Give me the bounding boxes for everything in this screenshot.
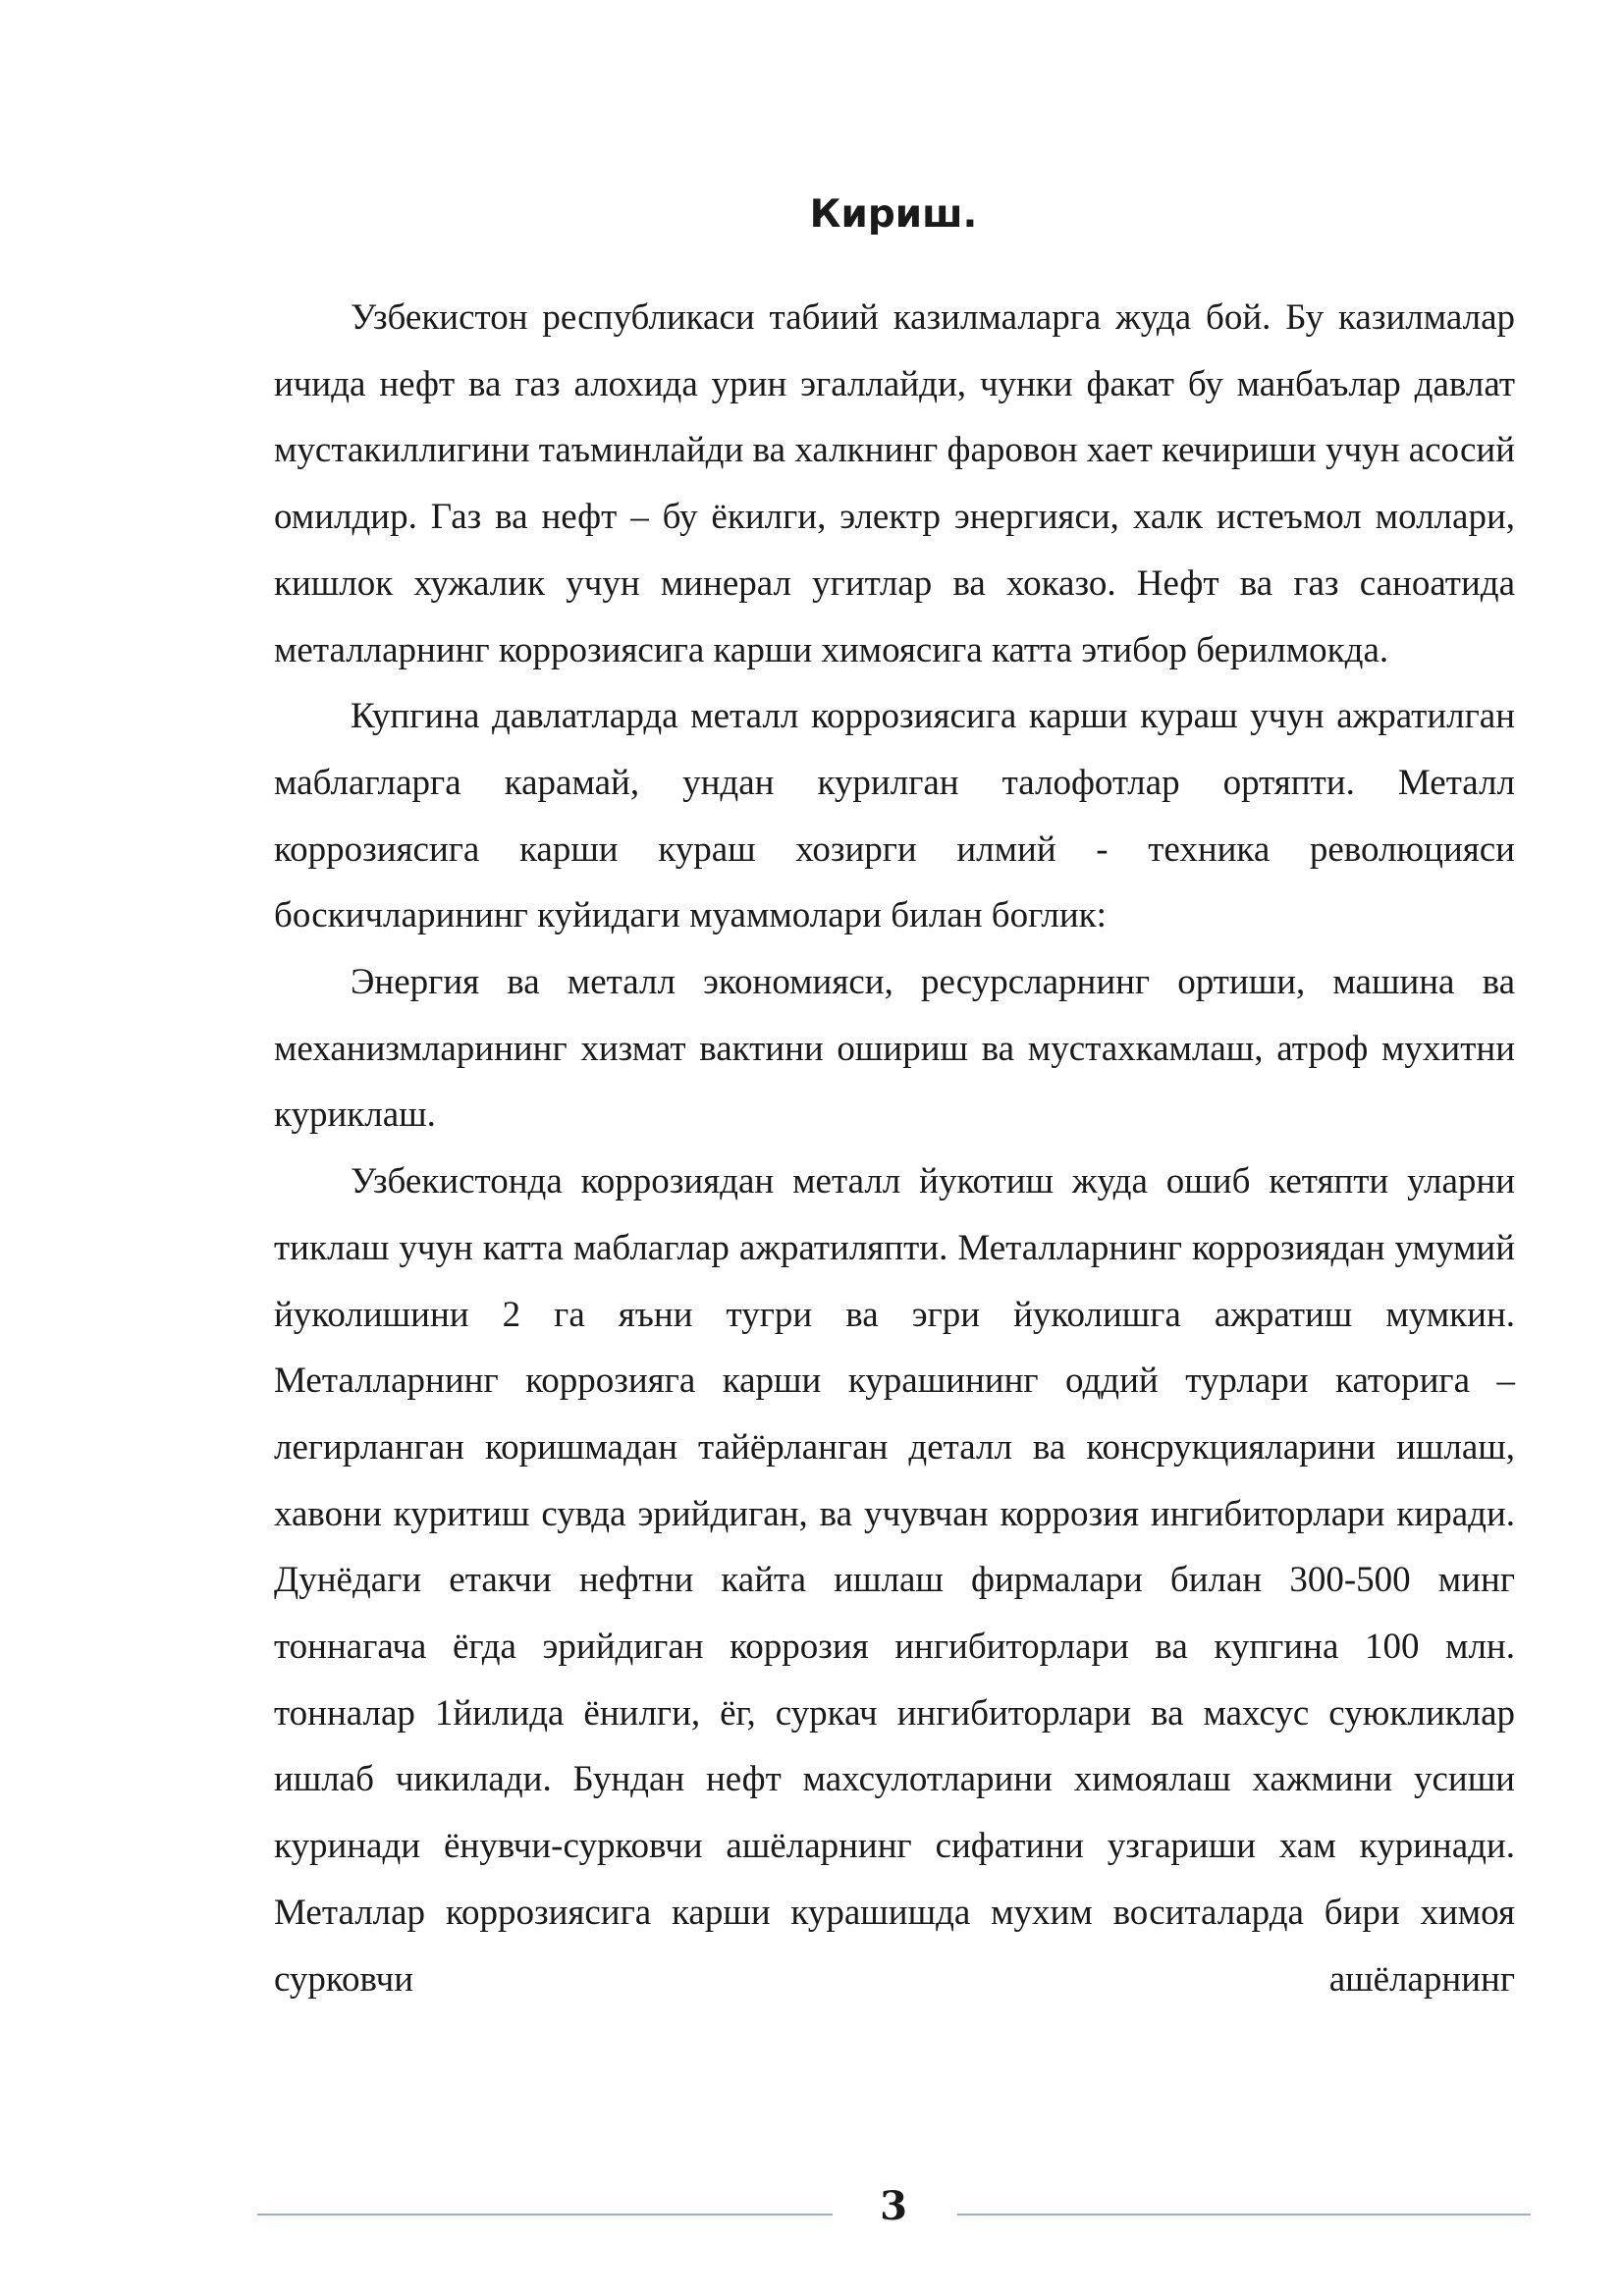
page-footer: [0, 2179, 1623, 2238]
footer-divider-left: [257, 2214, 833, 2216]
paragraph: Купгина давлатларда металл коррозиясига карши кураш учун ажратилган маблагларга карамай, ундан курилган талофотлар ортяпти. Металл коррозиясига карши кураш хозирги илмий - техника революцияси боскичларининг куйидаги муаммолари билан боглик:: [274, 696, 1515, 936]
paragraph: Узбекистонда коррозиядан металл йукотиш жуда ошиб кетяпти уларни тиклаш учун катта маблаглар ажратиляпти. Металларнинг коррозиядан умумий йуколишини 2 га яъни тугри ва эгри йуколишга ажратиш мумкин. Металларнинг коррозияга карши курашининг оддий турлари каторига – легирланган коришмадан тайёрланган деталл ва консрукцияларини ишлаш, хавони куритиш сувда эрийдиган, ва учувчан коррозия ингибиторлари киради. Дунёдаги етакчи нефтни кайта ишлаш фирмалари билан 300-500 минг тоннагача ёгда эрийдиган коррозия ингибиторлари ва купгина 100 млн. тонналар 1йилида ёнилги, ёг, суркач ингибиторлари ва махсус суюкликлар ишлаб чикилади. Бундан нефт махсулотларини химоялаш хажмини усиши куринади ёнувчи-сурковчи ашёларнинг сифатини узгариши хам куринади. Металлар коррозиясига карши курашишда мухим воситаларда бири химоя сурковчи ашёларнинг: [274, 1161, 1515, 2000]
footer-divider-right: [957, 2214, 1531, 2216]
page-number: 3: [880, 2183, 907, 2229]
paragraph: Узбекистон республикаси табиий казилмаларга жуда бой. Бу казилмалар ичида нефт ва газ алохида урин эгаллайди, чунки факат бу манбаълар давлат мустакиллигини таъминлайди ва халкнинг фаровон хает кечириши учун асосий омилдир. Газ ва нефт – бу ёкилги, электр энергияси, халк истеъмол моллари, кишлок хужалик учун минерал угитлар ва хоказо. Нефт ва газ саноатида металларнинг коррозиясига карши химоясига катта этибор берилмокда.: [274, 297, 1515, 670]
body-text: [274, 285, 1515, 2012]
page-title: Кириш.: [809, 192, 978, 237]
paragraph: Энергия ва металл экономияси, ресурсларнинг ортиши, машина ва механизмларининг хизмат вактини ошириш ва мустахкамлаш, атроф мухитни куриклаш.: [274, 962, 1515, 1136]
